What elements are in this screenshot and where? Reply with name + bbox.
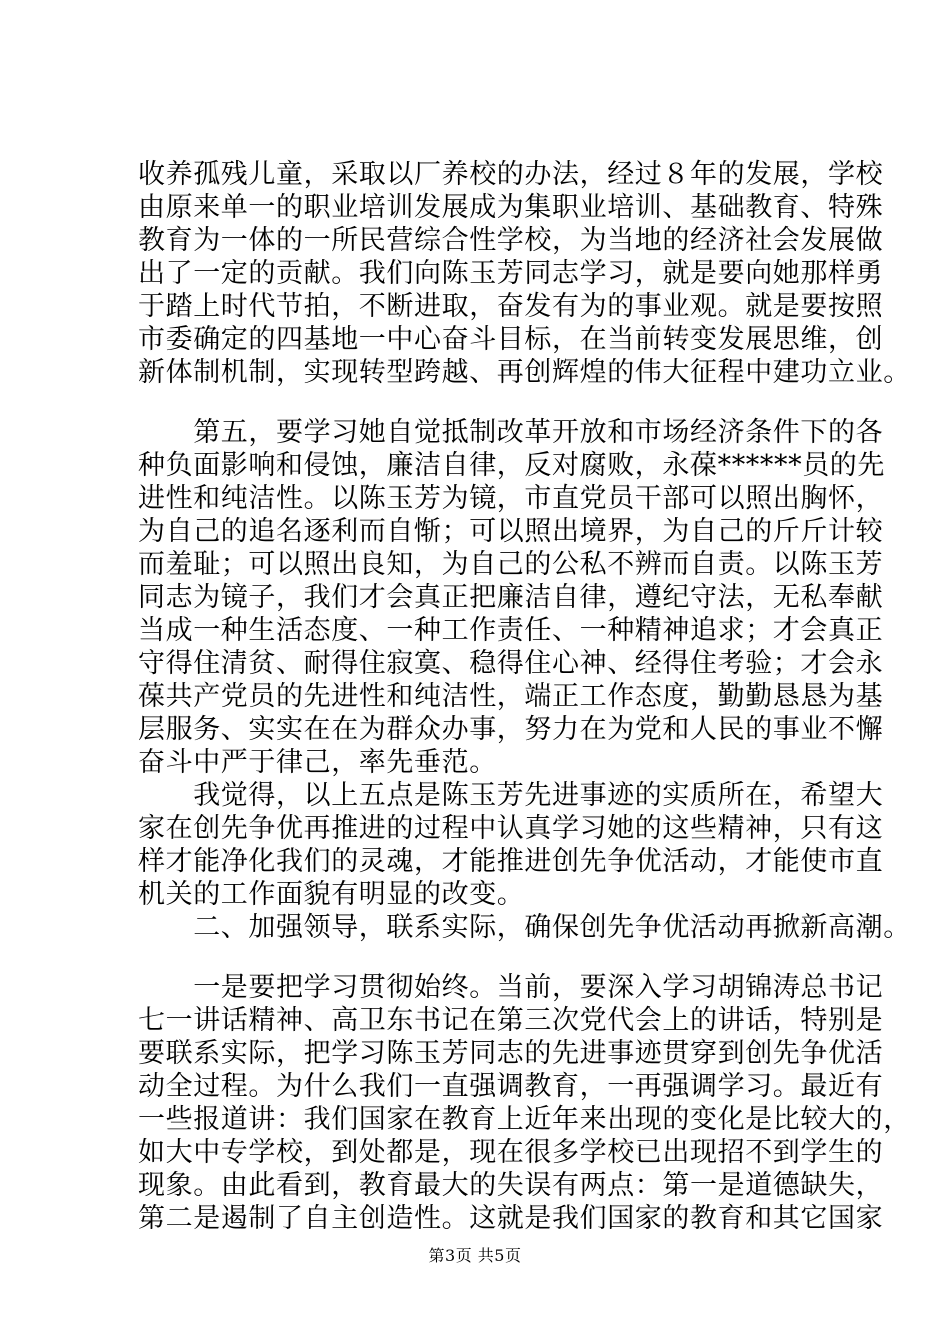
text-line: 七一讲话精神、高卫东书记在第三次党代会上的讲话，特别是 xyxy=(138,1005,884,1036)
text-line: 第二是遏制了自主创造性。这就是我们国家的教育和其它国家 xyxy=(138,1203,884,1234)
text-line: 守得住清贫、耐得住寂寞、稳得住心神、经得住考验；才会永 xyxy=(138,648,884,679)
text-line: 要联系实际，把学习陈玉芳同志的先进事迹贯穿到创先争优活 xyxy=(138,1038,884,1069)
text-line: 葆共产党员的先进性和纯洁性，端正工作态度，勤勤恳恳为基 xyxy=(138,681,884,712)
text-line: 进性和纯洁性。以陈玉芳为镜，市直党员干部可以照出胸怀， xyxy=(138,483,884,514)
document-body xyxy=(138,158,911,1235)
text-line: 二、加强领导，联系实际，确保创先争优活动再掀新高潮。 xyxy=(138,912,911,943)
text-line: 一是要把学习贯彻始终。当前，要深入学习胡锦涛总书记 xyxy=(138,972,884,1003)
text-line: 种负面影响和侵蚀，廉洁自律，反对腐败，永葆******员的先 xyxy=(138,450,885,481)
text-line: 收养孤残儿童，采取以厂养校的办法，经过８年的发展，学校 xyxy=(138,159,884,190)
text-line: 教育为一体的一所民营综合性学校，为当地的经济社会发展做 xyxy=(138,225,884,256)
text-line: 于踏上时代节拍，不断进取，奋发有为的事业观。就是要按照 xyxy=(138,291,884,322)
paragraph-gap xyxy=(138,389,854,416)
text-line: 当成一种生活态度、一种工作责任、一种精神追求；才会真正 xyxy=(138,615,884,646)
text-line: 第五，要学习她自觉抵制改革开放和市场经济条件下的各 xyxy=(138,417,884,448)
text-line: 市委确定的四基地一中心奋斗目标，在当前转变发展思维，创 xyxy=(138,324,884,355)
text-line: 而羞耻；可以照出良知，为自己的公私不辨而自责。以陈玉芳 xyxy=(138,549,884,580)
text-line: 由原来单一的职业培训发展成为集职业培训、基础教育、特殊 xyxy=(138,192,884,223)
text-line: 现象。由此看到，教育最大的失误有两点：第一是道德缺失， xyxy=(138,1170,884,1201)
text-line: 同志为镜子，我们才会真正把廉洁自律，遵纪守法，无私奉献 xyxy=(138,582,884,613)
text-line: 动全过程。为什么我们一直强调教育，一再强调学习。最近有 xyxy=(138,1071,884,1102)
text-line: 层服务、实实在在为群众办事，努力在为党和人民的事业不懈 xyxy=(138,714,884,745)
page-number-label: 第3页 共5页 xyxy=(428,1246,522,1265)
text-line: 出了一定的贡献。我们向陈玉芳同志学习，就是要向她那样勇 xyxy=(138,258,884,289)
paragraph-gap xyxy=(138,944,854,971)
text-line: 机关的工作面貌有明显的改变。 xyxy=(138,879,525,910)
text-line: 新体制机制，实现转型跨越、再创辉煌的伟大征程中建功立业。 xyxy=(138,357,911,388)
text-line: 样才能净化我们的灵魂，才能推进创先争优活动，才能使市直 xyxy=(138,846,884,877)
text-line: 如大中专学校，到处都是，现在很多学校已出现招不到学生的 xyxy=(138,1137,884,1168)
text-line: 我觉得，以上五点是陈玉芳先进事迹的实质所在，希望大 xyxy=(138,780,884,811)
text-line: 奋斗中严于律己，率先垂范。 xyxy=(138,747,497,778)
text-line: 为自己的追名逐利而自惭；可以照出境界，为自己的斤斤计较 xyxy=(138,516,884,547)
text-line: 一些报道讲：我们国家在教育上近年来出现的变化是比较大的， xyxy=(138,1104,911,1135)
page-footer xyxy=(0,1246,950,1266)
text-line: 家在创先争优再推进的过程中认真学习她的这些精神，只有这 xyxy=(138,813,884,844)
